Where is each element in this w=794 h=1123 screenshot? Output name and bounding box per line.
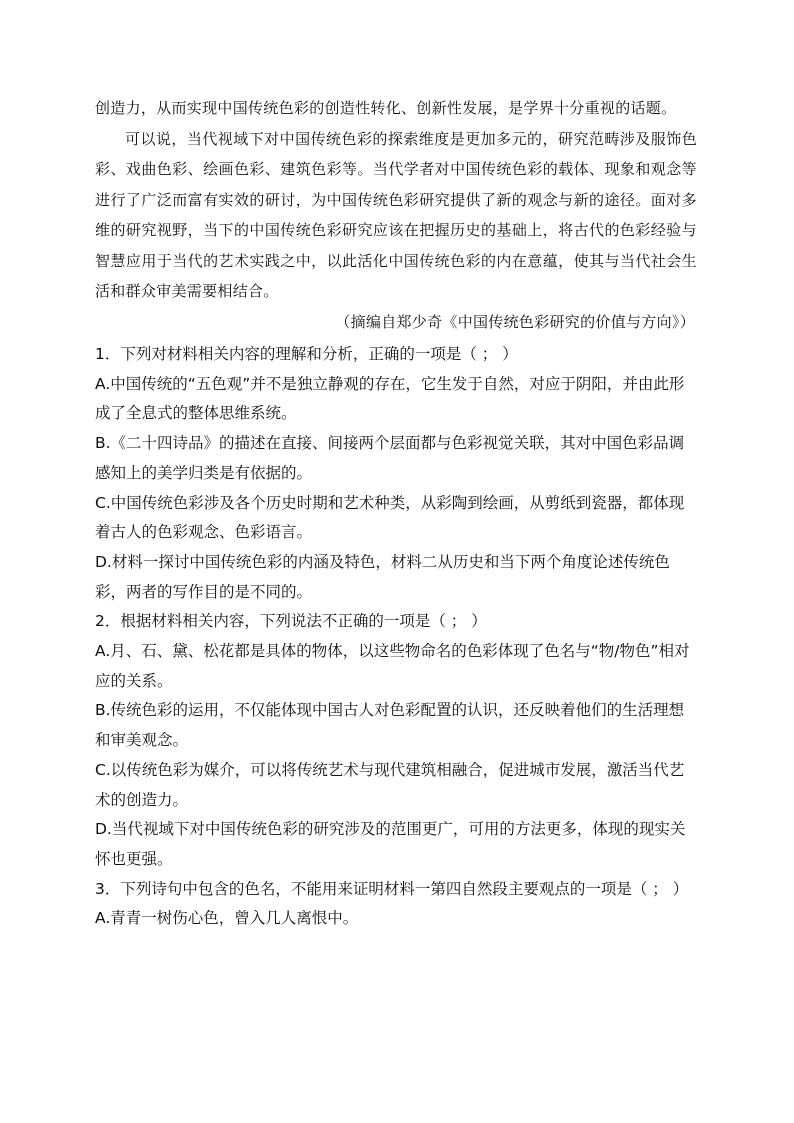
- question-2: [95, 607, 699, 874]
- question-option-a: A.青青一树伤心色，曾入几人离恨中。: [95, 909, 359, 928]
- question-1: [95, 340, 699, 607]
- question-option-c: C.中国传统色彩涉及各个历史时期和艺术种类，从彩陶到绘画，从剪纸到瓷器，都体现着古人的色彩观念、色彩语言。: [95, 493, 685, 542]
- question-option-d: D.当代视域下对中国传统色彩的研究涉及的范围更广，可用的方法更多，体现的现实关怀也更强。: [95, 820, 686, 868]
- question-option-c: C.以传统色彩为媒介，可以将传统艺术与现代建筑相融合，促进城市发展，激活当代艺术的创造力。: [95, 760, 685, 809]
- question-list: [95, 340, 699, 934]
- question-option-b: B.《二十四诗品》的描述在直接、间接两个层面都与色彩视觉关联，其对中国色彩品调感知上的美学归类是有依据的。: [95, 434, 685, 482]
- question-stem: 1．下列对材料相关内容的理解和分析，正确的一项是（ ； ）: [95, 345, 518, 363]
- passage-paragraph-main: 可以说，当代视域下对中国传统色彩的探索维度是更加多元的，研究范畴涉及服饰色彩、戏曲色彩、绘画色彩、建筑色彩等。当代学者对中国传统色彩的载体、现象和观念等进行了广泛而富有实效的研讨，为中国传统色彩研究提供了新的观念与新的途径。面对多维的研究视野，当下的中国传统色彩研究应该在把握历史的基础上，将古代的色彩经验与智慧应用于当代的艺术实践之中，以此活化中国传统色彩的内在意蕴，使其与当代社会生活和群众审美需要相结合。: [95, 129, 697, 300]
- passage-source-citation: （摘编自郑少奇《中国传统色彩研究的价值与方向》）: [335, 312, 695, 331]
- question-option-a: A.月、石、黛、松花都是具体的物体，以这些物命名的色彩体现了色名与“物/物色”相对应的关系。: [95, 642, 690, 690]
- question-3: [95, 875, 699, 934]
- question-stem: 3．下列诗句中包含的色名，不能用来证明材料一第四自然段主要观点的一项是（ ； ）: [95, 879, 689, 898]
- question-option-a: A.中国传统的“五色观”并不是独立静观的存在，它生发于自然，对应于阴阳，并由此形成了全息式的整体思维系统。: [95, 374, 685, 423]
- question-option-b: B.传统色彩的运用，不仅能体现中国古人对色彩配置的认识，还反映着他们的生活理想和审美观念。: [95, 701, 685, 750]
- reading-passage: [95, 93, 697, 337]
- question-stem: 2．根据材料相关内容，下列说法不正确的一项是（ ； ）: [95, 612, 487, 631]
- question-option-d: D.材料一探讨中国传统色彩的内涵及特色，材料二从历史和当下两个角度论述传统色彩，两者的写作目的是不同的。: [95, 552, 670, 601]
- passage-paragraph-tail: 创造力，从而实现中国传统色彩的创造性转化、创新性发展，是学界十分重视的话题。: [95, 99, 677, 117]
